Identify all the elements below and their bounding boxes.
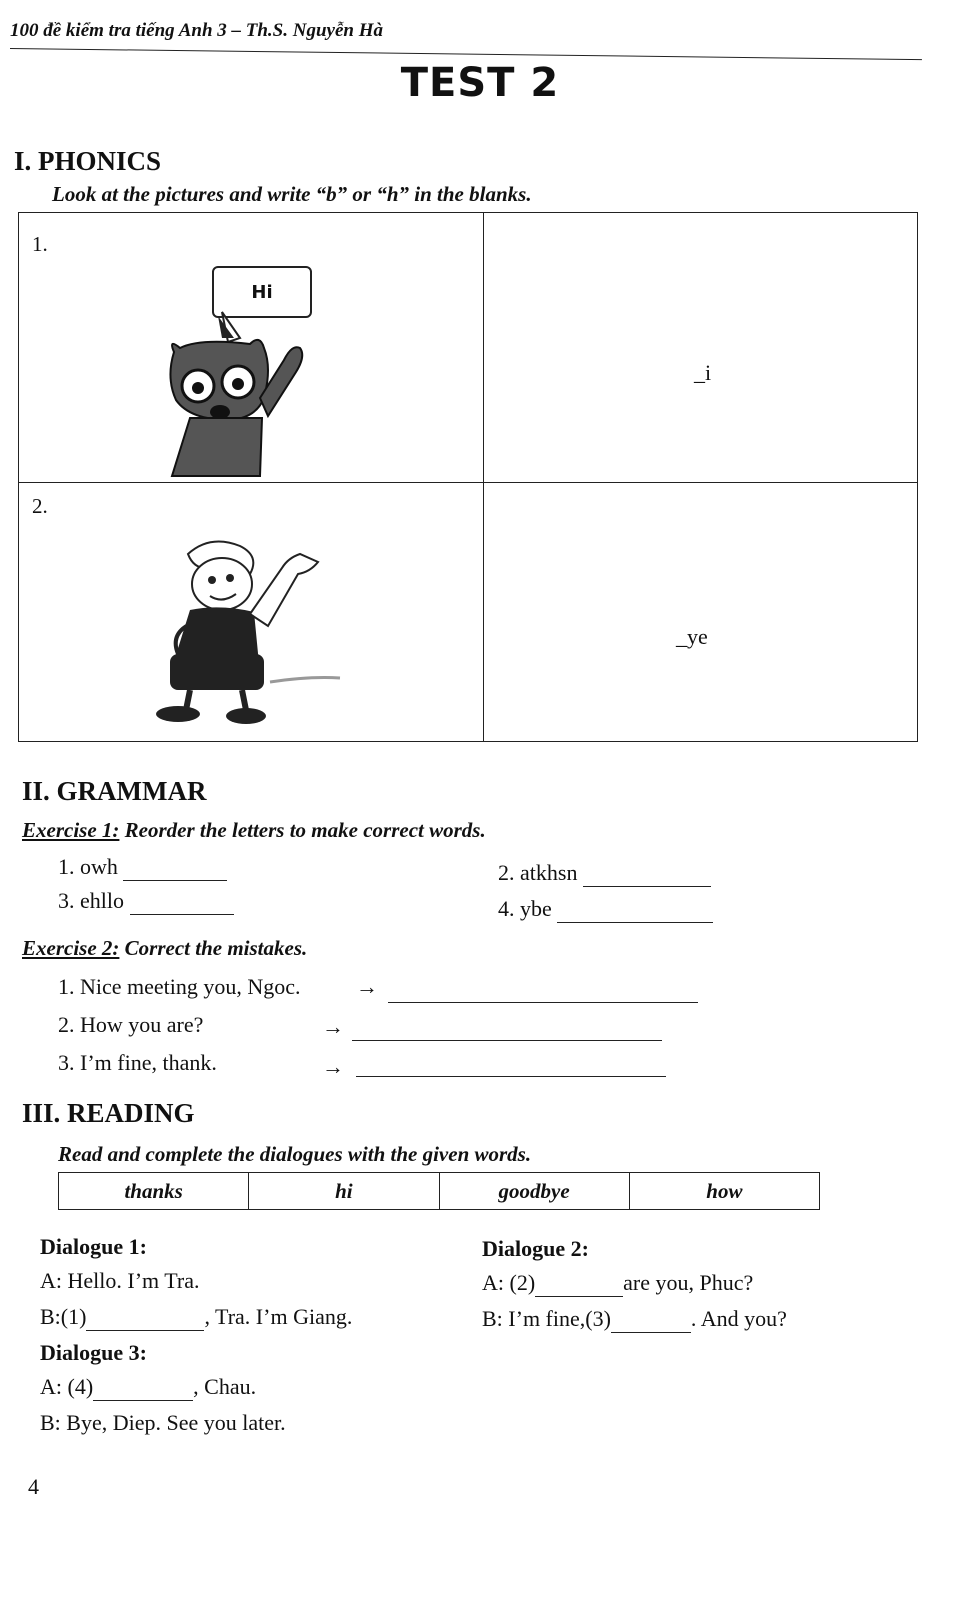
page-number: 4: [28, 1474, 39, 1499]
phonics-instruction: Look at the pictures and write “b” or “h” in the blanks.: [52, 182, 532, 206]
test-title: TEST 2: [400, 60, 560, 106]
ex2-item-3: 3. I’m fine, thank.: [58, 1050, 217, 1075]
dialogue-1-line-1: A: Hello. I’m Tra.: [40, 1268, 200, 1293]
ex2-arrow-2: →: [322, 1014, 344, 1039]
exercise-1-heading: [22, 818, 486, 843]
phonics-blank-2[interactable]: _ye: [676, 624, 708, 649]
book-header: 100 đề kiểm tra tiếng Anh 3 – Th.S. Nguyễn Hà: [10, 20, 383, 41]
ex1-item-4-blank[interactable]: [557, 896, 713, 923]
exercise-1-instruction: Reorder the letters to make correct words.: [124, 818, 486, 842]
word-bank-item: thanks: [59, 1173, 249, 1209]
dialogue-1-line-2-suffix: , Tra. I’m Giang.: [204, 1304, 353, 1329]
header-rule: [10, 48, 922, 60]
boy-waving-illustration: [150, 534, 350, 726]
reading-title: III. READING: [22, 1098, 195, 1128]
reading-instruction: Read and complete the dialogues with the given words.: [58, 1142, 532, 1166]
ex1-item-3-text: 3. ehllo: [58, 888, 124, 913]
exercise-1-label: Exercise 1:: [22, 818, 120, 842]
dialogue-2-title: Dialogue 2:: [482, 1236, 589, 1261]
ex2-item-2: 2. How you are?: [58, 1012, 204, 1037]
ex1-item-3: [58, 888, 234, 915]
dialogue-1-blank-1[interactable]: [86, 1304, 204, 1331]
phonics-item-1-number: 1.: [32, 232, 48, 256]
dialogue-2-line-2: [482, 1306, 787, 1333]
dialogue-2-blank-3[interactable]: [611, 1306, 691, 1333]
phonics-item-2-number: 2.: [32, 494, 48, 518]
dialogue-2-line-1-prefix: A: (2): [482, 1270, 536, 1295]
dialogue-3-title: Dialogue 3:: [40, 1340, 147, 1365]
ex1-item-2: [498, 860, 711, 887]
dialogue-2-line-2-prefix: B: I’m fine,(3): [482, 1306, 611, 1331]
phonics-title: I. PHONICS: [14, 146, 162, 176]
table-divider-horizontal: [18, 482, 918, 483]
ex2-arrow-1: →: [356, 974, 378, 999]
grammar-title: II. GRAMMAR: [22, 776, 207, 806]
ex1-item-2-text: 2. atkhsn: [498, 860, 578, 885]
table-divider-vertical: [483, 212, 484, 742]
cat-waving-illustration: [160, 308, 320, 480]
exercise-2-instruction: Correct the mistakes.: [124, 936, 308, 960]
ex2-item-1: 1. Nice meeting you, Ngoc.: [58, 974, 301, 999]
dialogue-2-blank-2[interactable]: [535, 1270, 623, 1297]
exercise-2-label: Exercise 2:: [22, 936, 120, 960]
dialogue-3-line-1-suffix: , Chau.: [193, 1374, 257, 1399]
word-bank-item: goodbye: [440, 1173, 630, 1209]
ex1-item-1-blank[interactable]: [123, 854, 227, 881]
dialogue-3-blank-4[interactable]: [93, 1374, 193, 1401]
word-bank-item: how: [706, 1178, 743, 1203]
ex1-item-4-text: 4. ybe: [498, 896, 552, 921]
dialogue-3-line-2: B: Bye, Diep. See you later.: [40, 1410, 286, 1435]
dialogue-3-line-1-prefix: A: (4): [40, 1374, 94, 1399]
exercise-2-heading: [22, 936, 307, 961]
phonics-blank-1[interactable]: _i: [694, 360, 712, 385]
ex1-item-4: [498, 896, 713, 923]
dialogue-2-line-1: [482, 1270, 753, 1297]
dialogue-3-line-1: [40, 1374, 256, 1401]
word-bank: [58, 1172, 820, 1210]
ex2-blank-1[interactable]: [388, 1002, 698, 1003]
dialogue-1-line-2: [40, 1304, 352, 1331]
ex2-blank-3[interactable]: [356, 1076, 666, 1077]
dialogue-1-line-2-prefix: B:(1): [40, 1304, 87, 1329]
ex2-blank-2[interactable]: [352, 1040, 662, 1041]
ex1-item-1: [58, 854, 227, 881]
dialogue-2-line-2-suffix: . And you?: [690, 1306, 787, 1331]
speech-bubble-text: Hi: [251, 281, 273, 303]
dialogue-1-title: Dialogue 1:: [40, 1234, 147, 1259]
dialogue-2-line-1-suffix: are you, Phuc?: [623, 1270, 754, 1295]
ex1-item-1-text: 1. owh: [58, 854, 118, 879]
word-bank-item: hi: [249, 1173, 439, 1209]
ex1-item-2-blank[interactable]: [583, 860, 711, 887]
ex2-arrow-3: →: [322, 1054, 344, 1079]
ex1-item-3-blank[interactable]: [130, 888, 234, 915]
